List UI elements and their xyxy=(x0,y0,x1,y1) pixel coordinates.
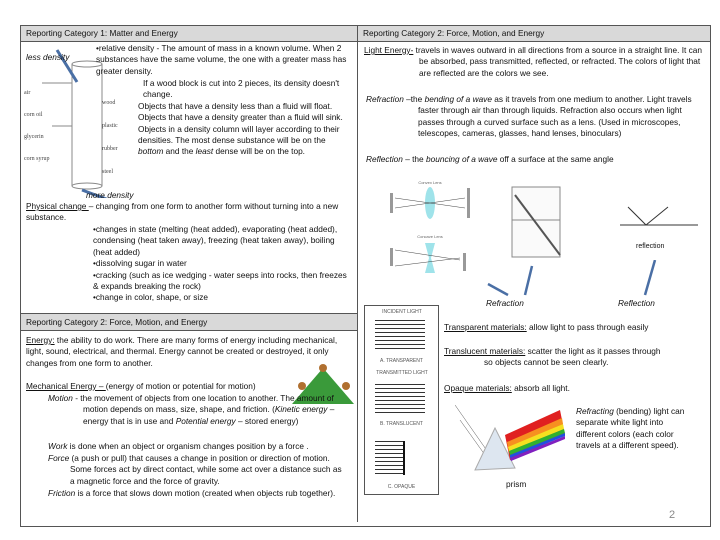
list-item: •change in color, shape, or size xyxy=(93,292,208,303)
transparent-label: A. TRANSPARENT xyxy=(380,358,423,364)
refraction-a: –the xyxy=(403,94,425,104)
convex-lens-label: Convex Lens xyxy=(418,180,442,185)
label-steel: steel xyxy=(102,169,113,175)
friction-term: Friction xyxy=(48,488,76,498)
reflection-b: off a surface at the same angle xyxy=(497,154,614,164)
reflection-em: bouncing of a wave xyxy=(425,154,498,164)
light-energy-term: Light Energy- xyxy=(364,45,414,55)
potential-def: – stored energy) xyxy=(235,415,299,426)
column-labels-right xyxy=(102,92,118,184)
transmitted-light-label: TRANSMITTED LIGHT xyxy=(376,370,428,376)
label-corn-oil: corn oil xyxy=(24,112,43,118)
relative-density-text: •relative density - The amount of mass in a known volume. When 2 substances have the same volume, the one with a greater mass has greater density. xyxy=(96,43,347,76)
force-text xyxy=(48,453,348,487)
materials-diagram xyxy=(364,305,439,495)
reflection-caption: Reflection xyxy=(618,298,655,308)
list-item: •changes in state (melting (heat added), evaporating (heat added), condensing (heat taken away), freezing (heat taken away), boiling (heat added) xyxy=(93,224,338,257)
opaque-label: C. OPAQUE xyxy=(387,484,416,490)
density-paragraph xyxy=(138,78,353,158)
p3-bottom: bottom xyxy=(138,146,164,157)
label-rubber: rubber xyxy=(102,146,118,152)
transparent-text xyxy=(444,322,704,333)
less-density-label: less density xyxy=(26,52,70,62)
friction-text xyxy=(48,488,348,499)
translucent-text xyxy=(444,346,664,369)
energy-def: the ability to do work. There are many forms of energy including mechanical, light, sound, electrical, and thermal. Energy cannot be created or destroyed, it only changes from one form to another. xyxy=(26,335,338,368)
energy-term: Energy: xyxy=(26,335,55,345)
refraction-term: Refraction xyxy=(366,94,404,104)
reflection-a: – the xyxy=(402,154,426,164)
concave-lens-label: Concave Lens xyxy=(417,234,443,239)
header-category-2-left: Reporting Category 2: Force, Motion, and Energy xyxy=(20,313,358,331)
physical-change-def: – changing from one form to another form without turning into a new substance. xyxy=(26,201,339,223)
translucent-label: B. TRANSLUCENT xyxy=(380,421,423,427)
kinetic-term: Kinetic energy xyxy=(274,404,328,415)
label-glycerin: glycerin xyxy=(24,134,44,140)
refraction-text xyxy=(366,94,706,140)
refraction-caption: Refraction xyxy=(486,298,524,308)
prism-image xyxy=(455,400,565,475)
physical-change-text xyxy=(26,201,352,224)
reflection-term: Reflection xyxy=(366,154,403,164)
refracting-term: Refracting xyxy=(576,406,614,416)
light-energy-def: travels in waves outward in all directions from a source in a straight line. It can be absorbed, pass transmitted, reflected, or refracted. The colors of light that are reflected are the colors we see. xyxy=(413,45,703,78)
label-corn-syrup: corn syrup xyxy=(24,156,50,162)
refracting-def: (bending) light can separate white light into different colors (each color travels at a different speed). xyxy=(576,406,685,451)
physical-change-term: Physical change xyxy=(26,201,89,211)
header-category-1: Reporting Category 1: Matter and Energy xyxy=(20,25,358,42)
opaque-def: absorb all light. xyxy=(511,383,570,393)
p3-b: and the xyxy=(163,146,196,157)
refraction-em: bending of a wave xyxy=(424,94,492,104)
physical-change-list xyxy=(93,224,351,304)
list-item: •cracking (such as ice wedging - water seeps into rocks, then freezes & expands breaking the rock) xyxy=(93,269,347,292)
lens-diagram xyxy=(385,178,475,288)
header-category-2-right: Reporting Category 2: Force, Motion, and Energy xyxy=(357,25,711,42)
reflection-diagram-label: reflection xyxy=(636,243,665,250)
reflection-diagram xyxy=(620,205,700,240)
transparent-term: Transparent materials: xyxy=(444,322,527,332)
refraction-block-diagram xyxy=(510,185,565,260)
transparent-rays xyxy=(375,320,425,352)
work-def: is done when an object or organism changes position by a force . xyxy=(67,441,309,451)
page-number: 2 xyxy=(669,509,676,521)
more-density-label: more density xyxy=(86,190,134,200)
density-p2: Objects that have a density less than a fluid will float. Objects that have a density greater than a fluid will sink. xyxy=(138,100,343,123)
opaque-rays xyxy=(375,441,405,475)
refracting-text xyxy=(576,406,691,452)
motion-def: - the movement of objects from one location to another. The amount of motion depends on mass, size, shape, and friction. ( xyxy=(72,393,334,415)
column-divider xyxy=(357,25,358,522)
potential-term: Potential energy xyxy=(175,415,236,426)
kinetic-def: – energy that is in use and xyxy=(83,404,335,426)
p3-a: Objects in a density column will layer according to their densities. The most dense substance will be on the xyxy=(138,123,340,146)
translucent-def: scatter the light as it passes through so objects cannot be seen clearly. xyxy=(484,346,661,368)
list-item: •dissolving sugar in water xyxy=(93,258,187,269)
motion-term: Motion xyxy=(48,393,73,403)
prism-label: prism xyxy=(506,479,527,489)
label-plastic: plastic xyxy=(102,123,118,129)
transparent-def: allow light to pass through easily xyxy=(526,322,649,332)
refraction-b: as it travels from one medium to another. Light travels faster through air than through liquids. Refraction also occurs when light passes through a curved surface such as a lens. (Used in microscopes, telescopes, cameras, glasses, hand lenses, binoculars) xyxy=(418,94,692,139)
column-labels-left xyxy=(24,82,50,170)
opaque-term: Opaque materials: xyxy=(444,383,512,393)
density-p3 xyxy=(138,124,353,158)
incident-light-label: INCIDENT LIGHT xyxy=(382,309,422,315)
work-text xyxy=(48,441,353,452)
density-p1: If a wood block is cut into 2 pieces, its density doesn't change. xyxy=(143,78,340,100)
translucent-term: Translucent materials: xyxy=(444,346,526,356)
mechanical-energy-def: (energy of motion or potential for motion) xyxy=(105,381,256,391)
force-term: Force xyxy=(48,453,70,463)
motion-text xyxy=(48,393,348,427)
label-wood: wood xyxy=(102,100,116,106)
mechanical-energy-term: Mechanical Energy – xyxy=(26,381,106,391)
mechanical-energy xyxy=(26,381,296,392)
p3-least: least xyxy=(195,146,214,157)
translucent-rays xyxy=(375,384,425,414)
label-air: air xyxy=(24,90,31,96)
light-energy-text xyxy=(364,45,704,79)
p3-c: dense will be on the top. xyxy=(213,146,305,157)
force-def: (a push or pull) that causes a change in position or direction of motion. Some forces act by direct contact, while some act over a distance such as a magnetic force and the force of gravity. xyxy=(69,453,342,486)
work-term: Work xyxy=(48,441,68,451)
reflection-text xyxy=(366,154,706,165)
opaque-text xyxy=(444,383,704,394)
friction-def: is a force that slows down motion (created when objects rub together). xyxy=(75,488,336,498)
